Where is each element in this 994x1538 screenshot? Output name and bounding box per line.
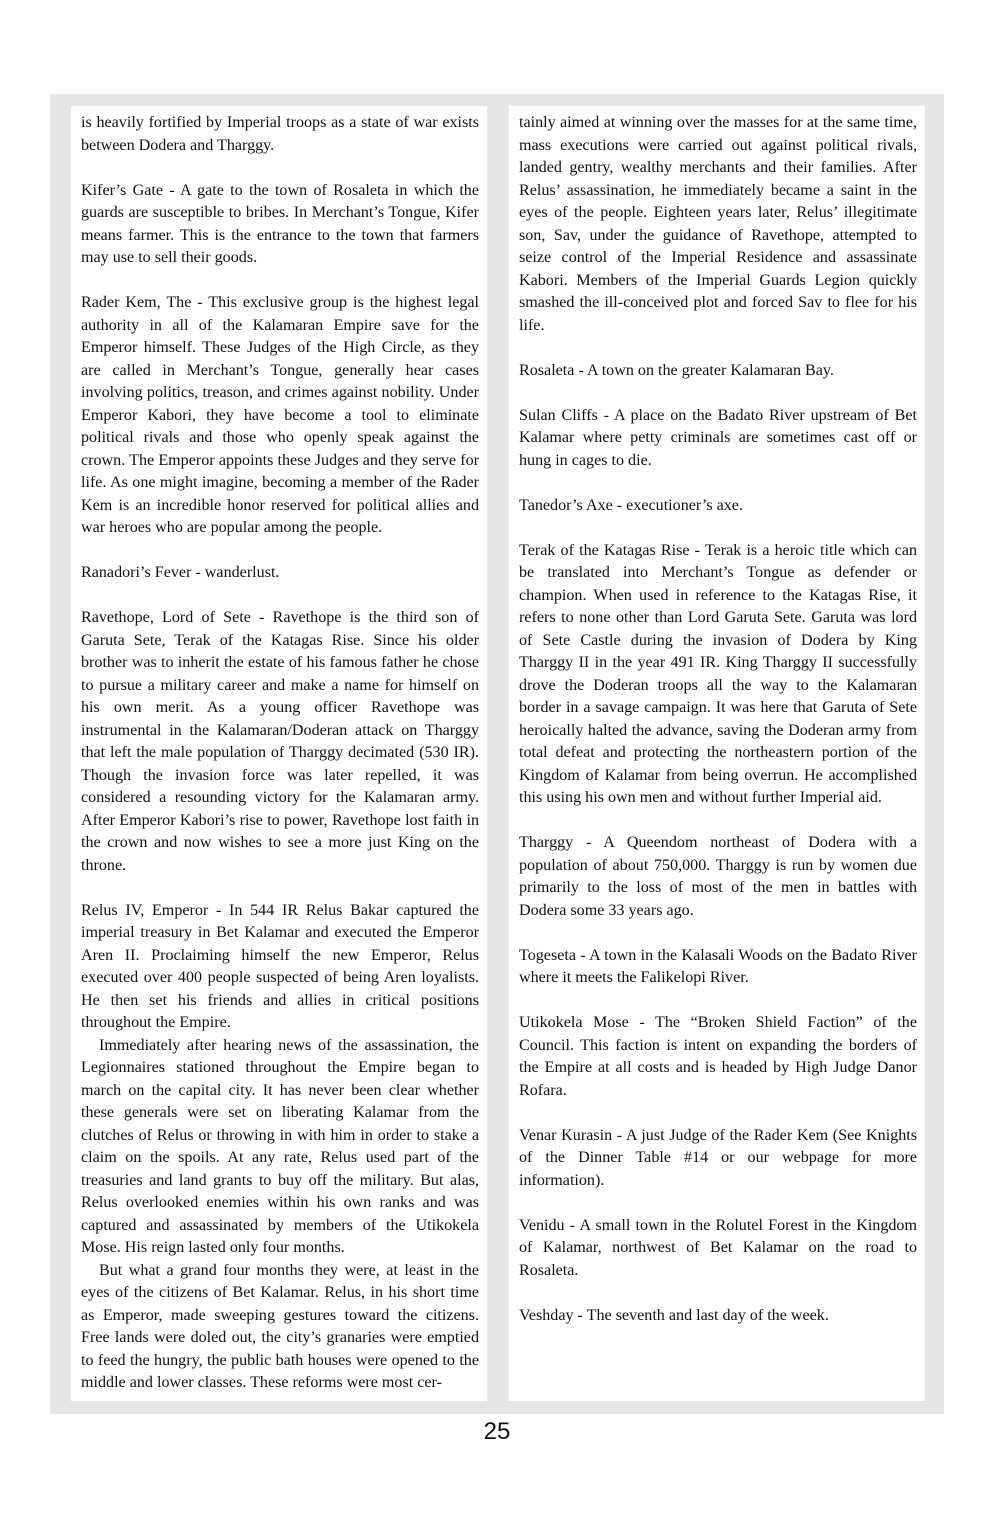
left-column	[71, 106, 487, 1401]
glossary-entry-ranadoris-fever	[81, 562, 479, 585]
entry-definition: - executioner’s axe.	[612, 496, 743, 514]
entry-definition: - wanderlust.	[191, 564, 280, 581]
continuation-paragraph: is heavily fortified by Imperial troops as a state of war exists between Dodera and Tharggy.	[81, 114, 479, 154]
entry-definition: - A just Judge of the Rader Kem (See Knights of the Dinner Table #14 or our webpage for more information).	[519, 1126, 917, 1189]
entry-term: Ravethope, Lord of Sete	[81, 609, 251, 626]
glossary-entry-togeseta	[519, 945, 917, 990]
entry-definition: - A town on the greater Kalamaran Bay.	[574, 361, 834, 379]
page-number: 25	[483, 1418, 511, 1445]
entry-definition: - In 544 IR Relus Bakar captured the imperial treasury in Bet Kalamar and executed the Emperor Aren II. Proclaiming himself the new Emperor, Relus executed over 400 people suspected of being Aren loyalists. He then set his friends and allies in critical positions throughout the Empire.	[81, 901, 479, 1031]
glossary-entry-rosaleta	[519, 360, 917, 383]
entry-term: Veshday	[519, 1306, 574, 1324]
glossary-entry-venidu	[519, 1215, 917, 1283]
right-column	[509, 106, 925, 1401]
entry-term: Ranadori’s Fever	[81, 564, 192, 581]
glossary-entry-ravethope	[81, 607, 479, 877]
entry-term: Sulan Cliffs	[519, 406, 598, 424]
entry-definition: - The “Broken Shield Faction” of the Council. This faction is intent on expanding the borders of the Empire at all costs and is headed by High Judge Danor Rofara.	[519, 1014, 917, 1099]
entry-term: Utikokela Mose	[519, 1014, 629, 1031]
entry-definition: - A place on the Badato River upstream of Bet Kalamar where petty criminals are sometimes cast off or hung in cages to die.	[519, 406, 917, 469]
entry-term: Venidu	[519, 1216, 565, 1234]
entry-definition: - This exclusive group is the highest legal authority in all of the Kalamaran Empire save for the Emperor himself. These Judges of the High Circle, as they are called in Merchant’s Tongue, generally hear cases involving politics, treason, and crimes against nobility. Under Emperor Kabori, they have become a tool to eliminate political rivals and those who openly speak against the crown. The Emperor appoints these Judges and they serve for life. As one might imagine, becoming a member of the Rader Kem is an incredible honor reserved for political allies and war heroes who are popular among the people.	[81, 294, 479, 536]
entry-definition: - Terak is a heroic title which can be translated into Merchant’s Tongue as defender or champion. When used in reference to the Katagas Rise, it refers to none other than Lord Garuta Sete. Garuta was lord of Sete Castle during the invasion of Dodera by King Tharggy II in the year 491 IR. King Tharggy II successfully drove the Doderan troops all the way to the Kalamaran border in a savage campaign. It was here that Garuta of Sete heroically halted the advance, saving the Doderan army from total defeat and protecting the northeastern portion of the Kingdom of Kalamar from being overrun. He accomplished this using his own men and without further Imperial aid.	[519, 541, 917, 806]
entry-definition: - A Queendom northeast of Dodera with a population of about 750,000. Tharggy is run by women due primarily to the loss of most of the men in battles with Dodera some 33 years ago.	[519, 834, 917, 919]
entry-term: Relus IV, Emperor	[81, 901, 209, 919]
entry-definition: - A town in the Kalasali Woods on the Badato River where it meets the Falikelopi River.	[519, 946, 917, 986]
glossary-entry-tharggy	[519, 832, 917, 922]
glossary-entry-rader-kem	[81, 292, 479, 540]
glossary-entry-veshday	[519, 1305, 917, 1328]
relus-paragraph-3: But what a grand four months they were, at least in the eyes of the citizens of Bet Kalamar. Relus, in his short time as Emperor, made sweeping gestures toward the citizens. Free lands were doled out, the city’s granaries were emptied to feed the hungry, the public bath houses were opened to the middle and lower classes. These reforms were most cer-	[81, 1261, 479, 1391]
relus-paragraph-2: Immediately after hearing news of the assassination, the Legionnaires stationed throughout the Empire began to march on the capital city. It has never been clear whether these generals were set on liberating Kalamar from the clutches of Relus or throwing in with him in order to stake a claim on the spoils. At any rate, Relus used part of the treasuries and land grants to buy off the military. But alas, Relus overlooked enemies within his own ranks and was captured and assassinated by members of the Utikokela Mose. His reign lasted only four months.	[81, 1036, 479, 1256]
continuation-paragraph: tainly aimed at winning over the masses for at the same time, mass executions were carried out against political rivals, landed gentry, wealthy merchants and their families. After Relus’ assassination, he immediately became a saint in the eyes of the people. Eighteen years later, Relus’ illegitimate son, Sav, under the guidance of Ravethope, attempted to seize control of the Imperial Residence and assassinate Kabori. Members of the Imperial Guards Legion quickly smashed the ill-conceived plot and forced Sav to flee for his life.	[519, 114, 917, 334]
glossary-entry-venar-kurasin	[519, 1125, 917, 1193]
glossary-entry-sulan-cliffs	[519, 405, 917, 473]
glossary-entry-kifers-gate	[81, 180, 479, 270]
entry-term: Venar Kurasin	[519, 1126, 613, 1144]
glossary-entry-tanedors-axe	[519, 495, 917, 518]
entry-term: Kifer’s Gate	[81, 181, 163, 199]
entry-term: Tharggy	[519, 834, 574, 851]
glossary-entry-terak	[519, 540, 917, 810]
entry-definition: - The seventh and last day of the week.	[573, 1306, 829, 1324]
entry-definition: - A small town in the Rolutel Forest in the Kingdom of Kalamar, northwest of Bet Kalamar on the road to Rosaleta.	[519, 1216, 917, 1279]
entry-term: Rader Kem, The	[81, 294, 192, 311]
entry-definition: - Ravethope is the third son of Garuta Sete, Terak of the Katagas Rise. Since his older brother was to inherit the estate of his famous father he chose to pursue a military career and make a name for himself on his own merit. As a young officer Ravethope was instrumental in the Kalamaran/Doderan attack on Tharggy that left the male population of Tharggy decimated (530 IR). Though the invasion force was later repelled, it was considered a resounding victory for the Kalamaran army. After Emperor Kabori’s rise to power, Ravethope lost faith in the crown and now wishes to see a more just King on the throne.	[81, 609, 479, 874]
entry-definition: - A gate to the town of Rosaleta in which the guards are susceptible to bribes. In Merchant’s Tongue, Kifer means farmer. This is the entrance to the town that farmers may use to sell their goods.	[81, 181, 479, 266]
entry-term: Rosaleta	[519, 361, 575, 379]
entry-term: Tanedor’s Axe	[519, 496, 613, 514]
glossary-entry-utikokela-mose	[519, 1012, 917, 1102]
glossary-entry-relus-iv	[81, 900, 479, 1035]
page-frame	[50, 94, 944, 1414]
entry-term: Togeseta	[519, 946, 576, 964]
entry-term: Terak of the Katagas Rise	[519, 541, 690, 559]
